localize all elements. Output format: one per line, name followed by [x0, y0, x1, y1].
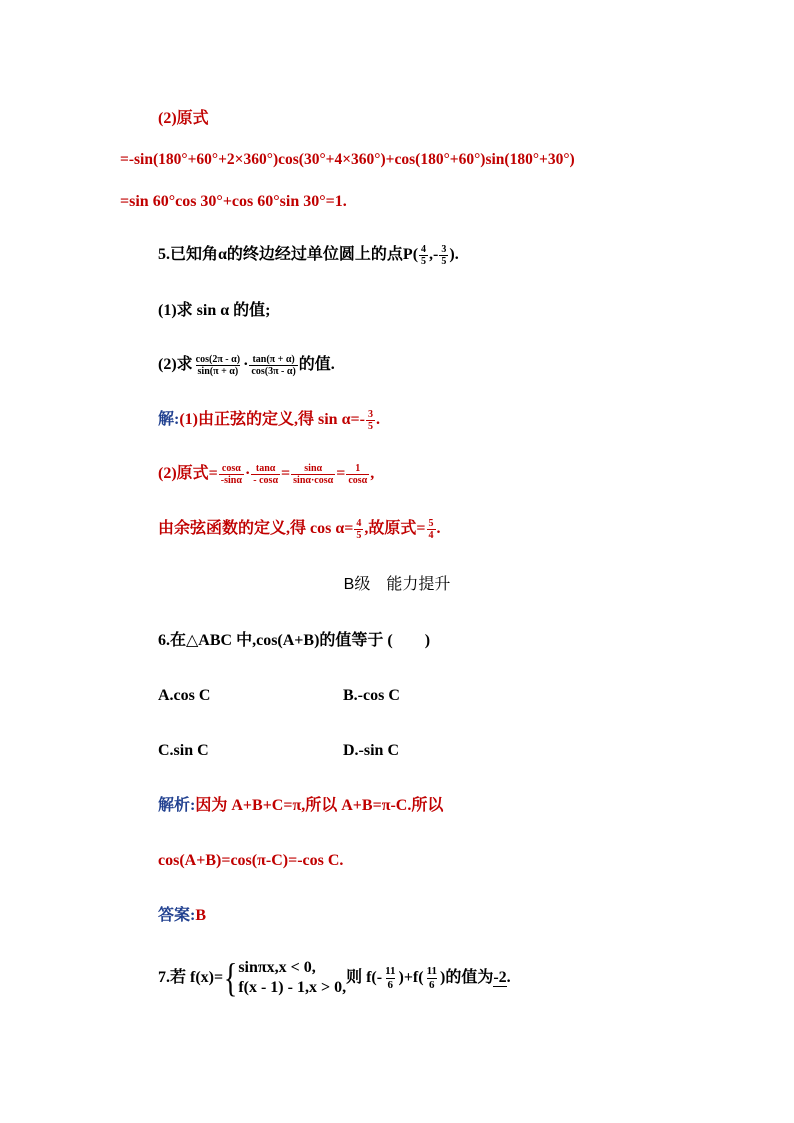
sol5-l3-mid: ,故原式= [364, 520, 426, 538]
sol5-line2 [158, 463, 374, 486]
q7-mid2: )+f( [398, 969, 424, 986]
q5-sub2-pre: (2)求 [158, 356, 193, 374]
q6-option-a: A.cos C [158, 687, 211, 704]
sol5-l1-num: 3 [367, 409, 373, 420]
sol5-l3-den: 5 [356, 530, 362, 541]
q5-frac2-num: 3 [441, 244, 447, 255]
section-b-heading: B级 能力提升 [343, 576, 451, 593]
sol6-answer [158, 906, 206, 926]
q5-sub2-frac1-num: cos(2π - α) [195, 354, 241, 365]
q7-frac1-num: 11 [385, 964, 396, 977]
p2-line2: =sin 60°cos 30°+cos 60°sin 30°=1. [120, 193, 347, 210]
q5-sub1: (1)求 sin α 的值; [158, 302, 271, 319]
sol5-l2-b-den: - cosα [253, 475, 279, 486]
sol5-line3 [158, 518, 441, 541]
question-6: 6.在△ABC 中,cos(A+B)的值等于 ( ) [158, 632, 431, 649]
sol5-l2-c-den: sinα·cosα [293, 475, 334, 486]
sol6-answer-label: 答案: [158, 907, 196, 924]
q7-cases [238, 958, 346, 998]
sol5-l2-d-num: 1 [355, 463, 361, 474]
sol5-l3-end: . [436, 520, 441, 538]
q7-brace: { [223, 955, 238, 1001]
q5-frac1-den: 5 [421, 256, 427, 267]
q5-sub2-frac2-den: cos(3π - α) [251, 366, 296, 377]
sol5-l2-a-den: -sinα [220, 475, 242, 486]
q7-frac1-den: 6 [387, 978, 394, 991]
q7-frac2-num: 11 [426, 964, 437, 977]
q7-post: )的值为 [440, 969, 494, 986]
q5-stem: 5.已知角α的终边经过单位圆上的点P( [158, 246, 419, 264]
q5-end: ). [449, 246, 459, 264]
sol5-label: 解: [158, 411, 180, 429]
q7-case1: sinπx,x < 0, [238, 959, 316, 977]
sol5-l2-d-den: cosα [348, 475, 368, 486]
sol5-l2-dot: · [244, 465, 251, 483]
sol5-l2-eq2: = [336, 465, 346, 483]
q7-frac2-den: 6 [429, 978, 435, 991]
sol5-l1-text: (1)由正弦的定义,得 sin α=- [179, 411, 365, 429]
sol6-line2: cos(A+B)=cos(π-C)=-cos C. [158, 852, 344, 869]
sol5-l2-eq: = [281, 465, 291, 483]
sol5-l2-c-num: sinα [304, 463, 323, 474]
p2-line1: =-sin(180°+60°+2×360°)cos(30°+4×360°)+cos(180°+60°)sin(180°+30°) [120, 151, 575, 168]
q5-sub2-post: 的值. [298, 356, 335, 374]
sol6-label: 解析: [158, 797, 196, 814]
q7-pre: 7.若 f(x)= [158, 969, 224, 986]
sol5-l1-end: . [375, 411, 380, 429]
sol5-l3-num: 4 [356, 518, 362, 529]
q6-option-c: C.sin C [158, 742, 209, 759]
q6-option-b: B.-cos C [343, 687, 400, 704]
question-5 [158, 244, 459, 267]
sol5-l2-pre: (2)原式= [158, 465, 218, 483]
q5-sub2-dot: · [243, 356, 249, 374]
q5-sub2 [158, 354, 335, 377]
sol5-l2-b-num: tanα [255, 463, 276, 474]
sol5-line1 [158, 409, 380, 432]
question-7 [158, 956, 511, 1000]
q7-case2: f(x - 1) - 1,x > 0, [238, 979, 347, 997]
q7-mid: 则 f(- [346, 969, 383, 986]
sol6-line1 [158, 796, 443, 816]
sol5-l1-den: 5 [367, 421, 373, 432]
sol5-l2-a-num: cosα [221, 463, 241, 474]
q5-sep: ,- [429, 246, 439, 264]
q5-sub2-frac2-num: tan(π + α) [252, 354, 295, 365]
q7-answer: -2 [493, 969, 507, 986]
sol5-l3-text: 由余弦函数的定义,得 cos α= [158, 520, 354, 538]
q6-option-d: D.-sin C [343, 742, 400, 759]
q5-frac1-num: 4 [421, 244, 427, 255]
p2-label: (2)原式 [158, 110, 209, 127]
sol5-l3-den2: 4 [428, 530, 434, 541]
q5-frac2-den: 5 [441, 256, 447, 267]
q7-end: . [506, 969, 511, 986]
q5-sub2-frac1-den: sin(π + α) [197, 366, 239, 377]
sol6-l1: 因为 A+B+C=π,所以 A+B=π-C.所以 [195, 797, 444, 814]
sol5-l3-num2: 5 [428, 518, 434, 529]
sol6-answer-value: B [195, 907, 207, 924]
sol5-l2-end: , [370, 465, 375, 483]
